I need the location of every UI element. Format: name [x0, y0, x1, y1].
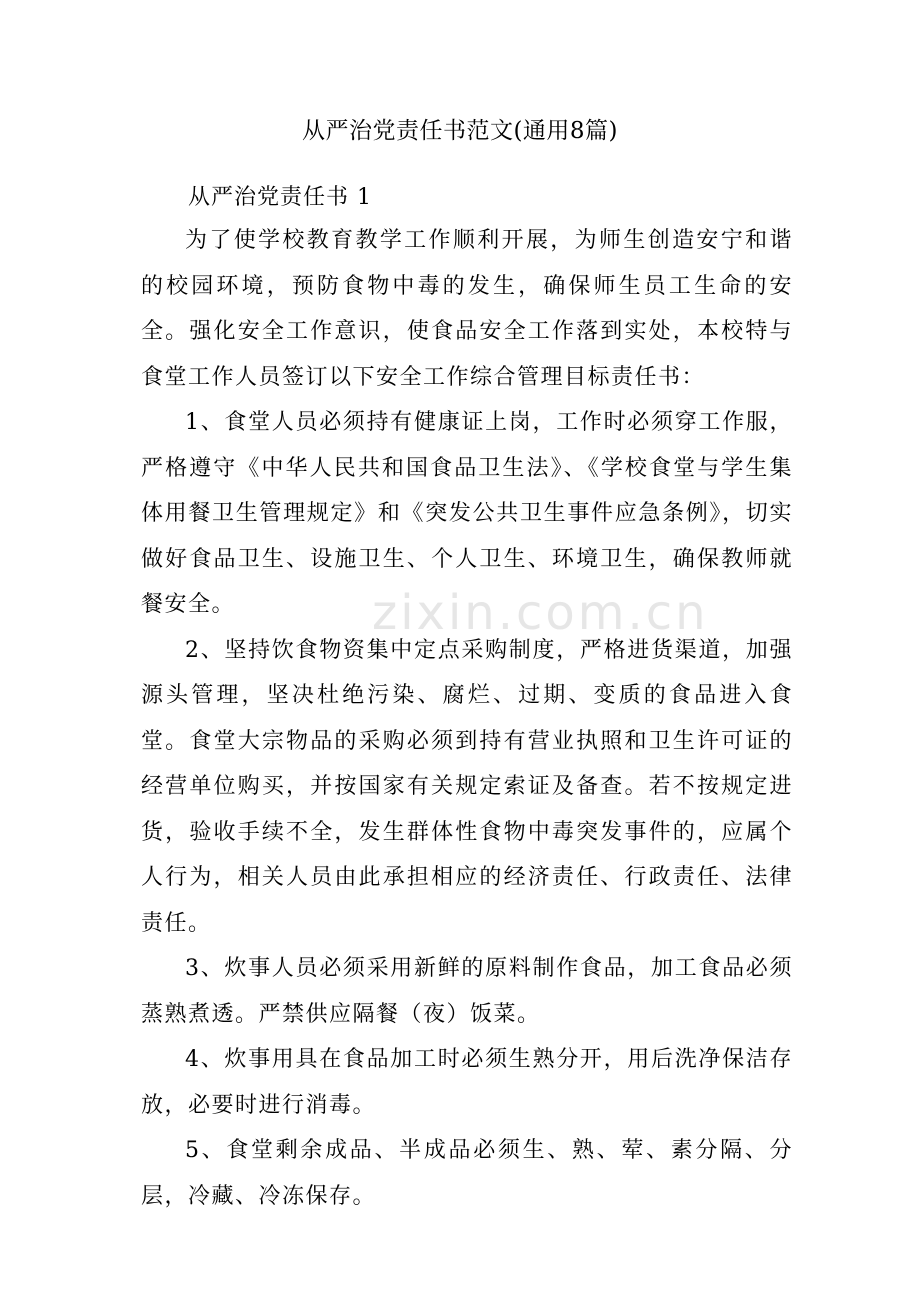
paragraph-item-5: 5、食堂剩余成品、半成品必须生、熟、荤、素分隔、分层，冷藏、冷冻保存。 [141, 1138, 793, 1209]
watermark: zixin.com.cn [372, 585, 709, 641]
paragraph-item-1: 1、食堂人员必须持有健康证上岗，工作时必须穿工作服，严格遵守《中华人民共和国食品卫生法》、《学校食堂与学生集体用餐卫生管理规定》和《突发公共卫生事件应急条例》，切实做好食品卫生、设施卫生、个人卫生、环境卫生，确保教师就餐安全。 [141, 410, 793, 617]
paragraph-item-2: 2、坚持饮食物资集中定点采购制度，严格进货渠道，加强源头管理，坚决杜绝污染、腐烂、过期、变质的食品进入食堂。食堂大宗物品的采购必须到持有营业执照和卫生许可证的经营单位购买，并按国家有关规定索证及备查。若不按规定进货，验收手续不全，发生群体性食物中毒突发事件的，应属个人行为，相关人员由此承担相应的经济责任、行政责任、法律责任。 [141, 637, 793, 936]
document-body [141, 218, 793, 1219]
paragraph-intro: 为了使学校教育教学工作顺利开展，为师生创造安宁和谐的校园环境，预防食物中毒的发生，确保师生员工生命的安全。强化安全工作意识，使食品安全工作落到实处，本校特与食堂工作人员签订以下安全工作综合管理目标责任书： [141, 228, 793, 390]
document-title: 从严治党责任书范文(通用8篇) [301, 118, 619, 144]
section-heading: 从严治党责任书 1 [188, 185, 372, 210]
paragraph-item-3: 3、炊事人员必须采用新鲜的原料制作食品，加工食品必须蒸熟煮透。严禁供应隔餐（夜）饭菜。 [141, 956, 793, 1027]
paragraph-item-4: 4、炊事用具在食品加工时必须生熟分开，用后洗净保洁存放，必要时进行消毒。 [141, 1047, 793, 1118]
